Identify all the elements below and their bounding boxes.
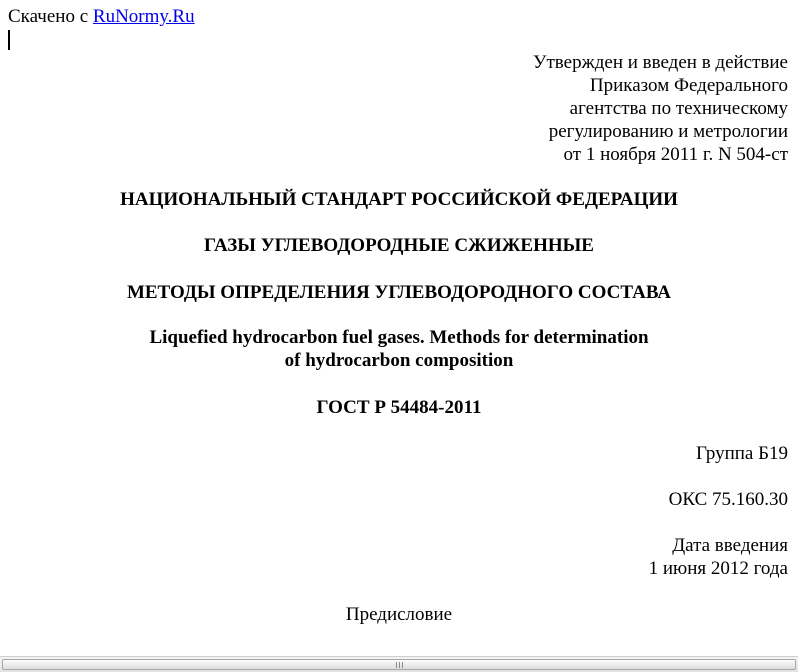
intro-date-label: Дата введения <box>672 535 788 556</box>
english-title-line-2: of hydrocarbon composition <box>284 350 514 371</box>
download-source-text: Скачено с <box>8 6 93 27</box>
methods-title: МЕТОДЫ ОПРЕДЕЛЕНИЯ УГЛЕВОДОРОДНОГО СОСТАВА <box>126 282 672 303</box>
horizontal-scrollbar[interactable] <box>0 656 798 672</box>
approval-line: Утвержден и введен в действие <box>533 52 788 73</box>
gases-title: ГАЗЫ УГЛЕВОДОРОДНЫЕ СЖИЖЕННЫЕ <box>204 235 594 256</box>
english-title-line-1: Liquefied hydrocarbon fuel gases. Methods for determination <box>149 327 649 348</box>
group-code: Группа Б19 <box>696 443 788 464</box>
gost-number: ГОСТ Р 54484-2011 <box>316 397 482 418</box>
approval-line: от 1 ноября 2011 г. N 504-ст <box>563 144 788 165</box>
download-source-line <box>8 5 195 28</box>
preface-heading: Предисловие <box>345 604 453 625</box>
oks-code: ОКС 75.160.30 <box>668 489 788 510</box>
scrollbar-thumb[interactable] <box>2 659 796 670</box>
scrollbar-grip-icon <box>396 662 405 668</box>
approval-line: агентства по техническому <box>569 98 788 119</box>
runormy-link[interactable]: RuNormy.Ru <box>92 6 195 27</box>
text-cursor <box>8 30 10 50</box>
intro-date-value: 1 июня 2012 года <box>648 558 788 579</box>
national-standard-title: НАЦИОНАЛЬНЫЙ СТАНДАРТ РОССИЙСКОЙ ФЕДЕРАЦИИ <box>120 189 678 210</box>
approval-line: Приказом Федерального <box>589 75 788 96</box>
approval-line: регулированию и метрологии <box>548 121 788 142</box>
